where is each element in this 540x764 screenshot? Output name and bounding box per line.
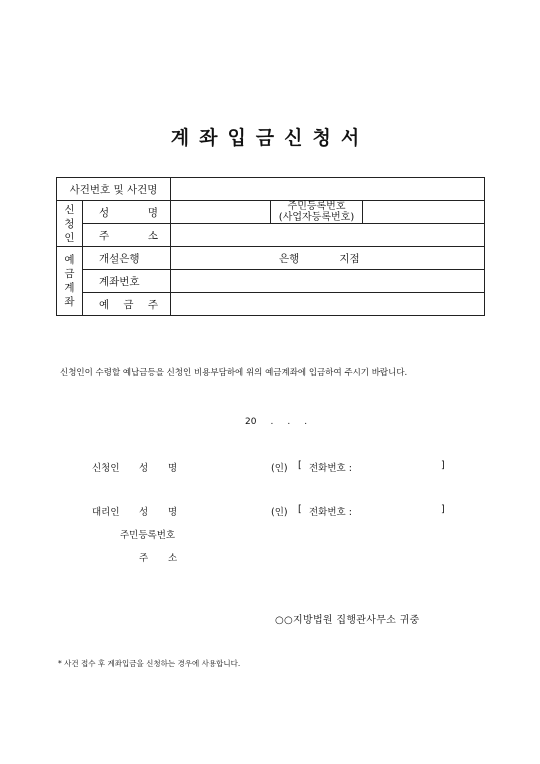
agent-name-label-2: 명	[168, 507, 178, 518]
applicant-seal: (인)	[271, 463, 288, 474]
applicant-phone-label: 전화번호 :	[309, 463, 352, 474]
footnote: * 사건 접수 후 계좌입금을 신청하는 경우에 사용합니다.	[58, 659, 241, 668]
account-side-label: 예 금 계 좌	[57, 247, 83, 316]
applicant-side-label: 신 청 인	[57, 201, 83, 247]
depositor-label: 예 금 주	[83, 293, 171, 316]
applicant-name-label-2: 명	[168, 463, 178, 474]
case-label: 사건번호 및 사건명	[57, 178, 171, 201]
applicant-phone-open: [	[298, 460, 302, 471]
agent-seal: (인)	[271, 507, 288, 518]
account-number-label: 계좌번호	[83, 270, 171, 293]
address-label: 주 소	[83, 224, 171, 247]
date-line: 20 . . .	[245, 417, 308, 427]
account-number-field[interactable]	[171, 270, 485, 293]
agent-address-label-2: 소	[168, 553, 178, 564]
agent-name-label: 성	[139, 507, 149, 518]
bank-label: 개설은행	[83, 247, 171, 270]
agent-rrn-label: 주민등록번호	[120, 530, 176, 541]
branch-word: 지점	[339, 252, 360, 265]
case-value-field[interactable]	[171, 178, 485, 201]
agent-phone-open: [	[298, 504, 302, 515]
case-row	[57, 178, 485, 201]
document-title: 계좌입금신청서	[170, 127, 370, 149]
depositor-row	[57, 293, 485, 316]
agent-role: 대리인	[92, 507, 120, 518]
application-table	[56, 177, 485, 316]
bank-row	[57, 247, 485, 270]
applicant-phone-close: ]	[441, 460, 445, 471]
name-label: 성 명	[83, 201, 171, 224]
court-addressee: ○○지방법원 집행관사무소 귀중	[275, 615, 420, 626]
request-paragraph: 신청인이 수령할 예납금등을 신청인 비용부담하에 위의 예금계좌에 입금하여 주시기 바랍니다.	[60, 368, 408, 378]
agent-phone-label: 전화번호 :	[309, 507, 352, 518]
agent-address-label: 주	[139, 553, 149, 564]
depositor-field[interactable]	[171, 293, 485, 316]
applicant-name-label: 성	[139, 463, 149, 474]
account-number-row	[57, 270, 485, 293]
bank-word: 은행	[279, 252, 300, 265]
rrn-value-field[interactable]	[363, 201, 485, 224]
rrn-label: 주민등록번호 (사업자등록번호)	[271, 201, 363, 224]
applicant-role: 신청인	[92, 463, 120, 474]
date-year: 20	[245, 417, 257, 427]
agent-phone-close: ]	[441, 504, 445, 515]
bank-value-field[interactable]	[171, 247, 485, 270]
address-value-field[interactable]	[171, 224, 485, 247]
name-value-field[interactable]	[171, 201, 271, 224]
applicant-address-row	[57, 224, 485, 247]
applicant-name-row	[57, 201, 485, 224]
